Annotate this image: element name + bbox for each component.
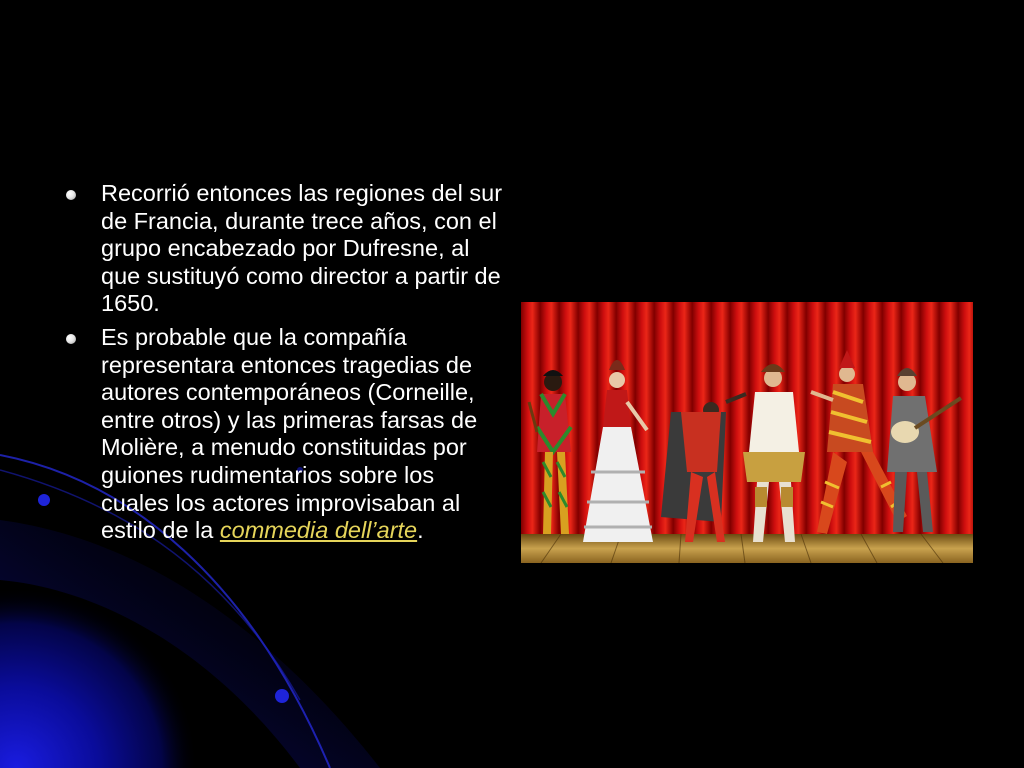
commedia-dellarte-link[interactable]: commedia dell’arte	[219, 517, 418, 544]
bullet-item	[64, 180, 504, 318]
bullet-list	[64, 180, 504, 551]
bullet-icon	[66, 190, 76, 200]
bullet-text: Recorrió entonces las regiones del sur de Francia, durante trece años, con el grupo encabezado por Dufresne, al que sustituyó como director a partir de 1650.	[101, 180, 503, 317]
bullet-item	[64, 324, 504, 545]
bullet-text-end: .	[417, 517, 424, 544]
commedia-stage-image	[521, 302, 973, 563]
bullet-icon	[66, 334, 76, 344]
bullet-text: Es probable que la compañía representara entonces tragedias de autores contemporáneos (Corneille, entre otros) y las primeras farsas de Molière, a menudo constituidas por guiones rudimentarios sobre los cuales los actores improvisaban al estilo de la	[101, 323, 478, 544]
